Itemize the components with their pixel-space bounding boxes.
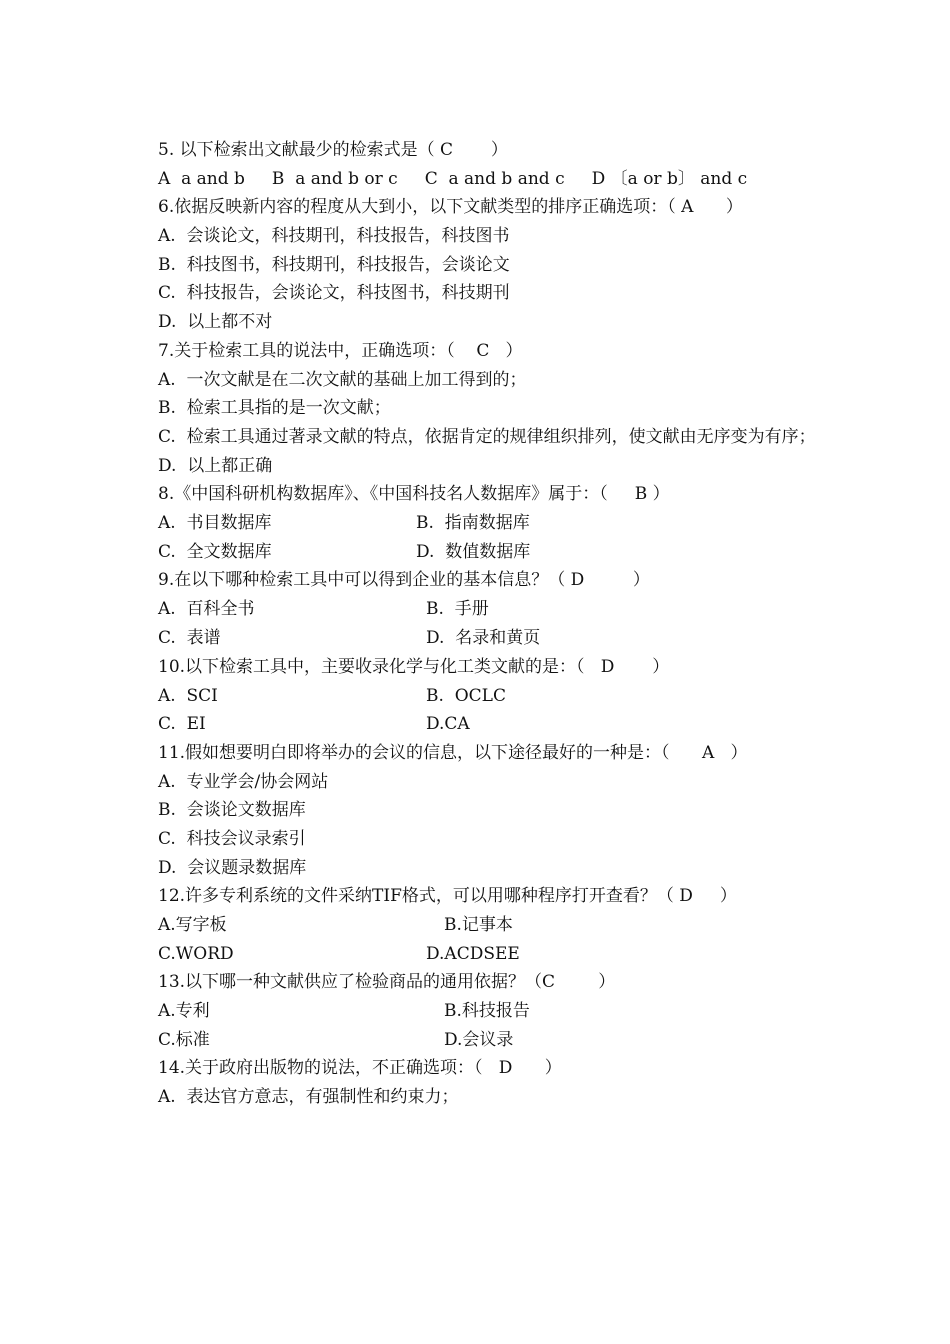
question-13-stem: 13.以下哪一种文献供应了检验商品的通用依据？（C ）: [158, 972, 616, 992]
question-12-option-d: D.ACDSEE: [426, 944, 520, 964]
question-6-option-a: A. 会谈论文，科技期刊，科技报告，科技图书: [158, 226, 510, 246]
question-10-option-b: B. OCLC: [426, 686, 506, 706]
question-14-stem: 14.关于政府出版物的说法，不正确选项：（ D ）: [158, 1058, 562, 1078]
question-9-option-d: D. 名录和黄页: [426, 628, 541, 648]
question-8-option-d: D. 数值数据库: [416, 542, 531, 562]
question-5-stem: 5. 以下检索出文献最少的检索式是（ C ）: [158, 140, 508, 160]
question-11-option-a: A. 专业学会/协会网站: [158, 772, 329, 792]
question-12-option-a: A.写字板: [158, 915, 227, 935]
question-8-option-c: C. 全文数据库: [158, 542, 272, 562]
question-7-option-c: C. 检索工具通过著录文献的特点，依据肯定的规律组织排列，使文献由无序变为有序；: [158, 427, 816, 447]
question-7-stem: 7.关于检索工具的说法中，正确选项：（ C ）: [158, 341, 523, 361]
question-12-option-b: B.记事本: [444, 915, 513, 935]
question-6-option-b: B. 科技图书，科技期刊，科技报告，会谈论文: [158, 255, 510, 275]
question-7-option-a: A. 一次文献是在二次文献的基础上加工得到的；: [158, 370, 527, 390]
question-6-option-c: C. 科技报告，会谈论文，科技图书，科技期刊: [158, 283, 510, 303]
question-12-stem: 12.许多专利系统的文件采纳TIF格式，可以用哪种程序打开查看？（ D ）: [158, 886, 737, 906]
question-11-option-d: D. 会议题录数据库: [158, 858, 307, 878]
question-8-option-b: B. 指南数据库: [416, 513, 530, 533]
question-11-option-c: C. 科技会议录索引: [158, 829, 306, 849]
question-9-option-a: A. 百科全书: [158, 599, 255, 619]
question-11-option-b: B. 会谈论文数据库: [158, 800, 306, 820]
question-10-option-d: D.CA: [426, 714, 470, 734]
question-6-stem: 6.依据反映新内容的程度从大到小，以下文献类型的排序正确选项：（ A ）: [158, 197, 743, 217]
question-7-option-b: B. 检索工具指的是一次文献；: [158, 398, 391, 418]
question-9-option-c: C. 表谱: [158, 628, 221, 648]
question-13-option-b: B.科技报告: [444, 1001, 530, 1021]
question-10-stem: 10.以下检索工具中，主要收录化学与化工类文献的是：（ D ）: [158, 657, 670, 677]
question-11-stem: 11.假如想要明白即将举办的会议的信息，以下途径最好的一种是：（ A ）: [158, 743, 748, 763]
question-7-option-d: D. 以上都正确: [158, 456, 273, 476]
question-6-option-d: D. 以上都不对: [158, 312, 273, 332]
question-5-options: A a and b B a and b or c C a and b and c D 〔a or b〕 and c: [158, 169, 748, 189]
question-8-option-a: A. 书目数据库: [158, 513, 272, 533]
question-9-stem: 9.在以下哪种检索工具中可以得到企业的基本信息？（ D ）: [158, 570, 650, 590]
question-8-stem: 8.《中国科研机构数据库》、《中国科技名人数据库》属于：（ B ）: [158, 484, 670, 504]
question-14-option-a: A. 表达官方意志，有强制性和约束力；: [158, 1087, 459, 1107]
question-10-option-c: C. EI: [158, 714, 206, 734]
question-13-option-d: D.会议录: [444, 1030, 514, 1050]
question-9-option-b: B. 手册: [426, 599, 489, 619]
question-10-option-a: A. SCI: [158, 686, 218, 706]
question-12-option-c: C.WORD: [158, 944, 234, 964]
question-13-option-c: C.标准: [158, 1030, 210, 1050]
question-13-option-a: A.专利: [158, 1001, 210, 1021]
